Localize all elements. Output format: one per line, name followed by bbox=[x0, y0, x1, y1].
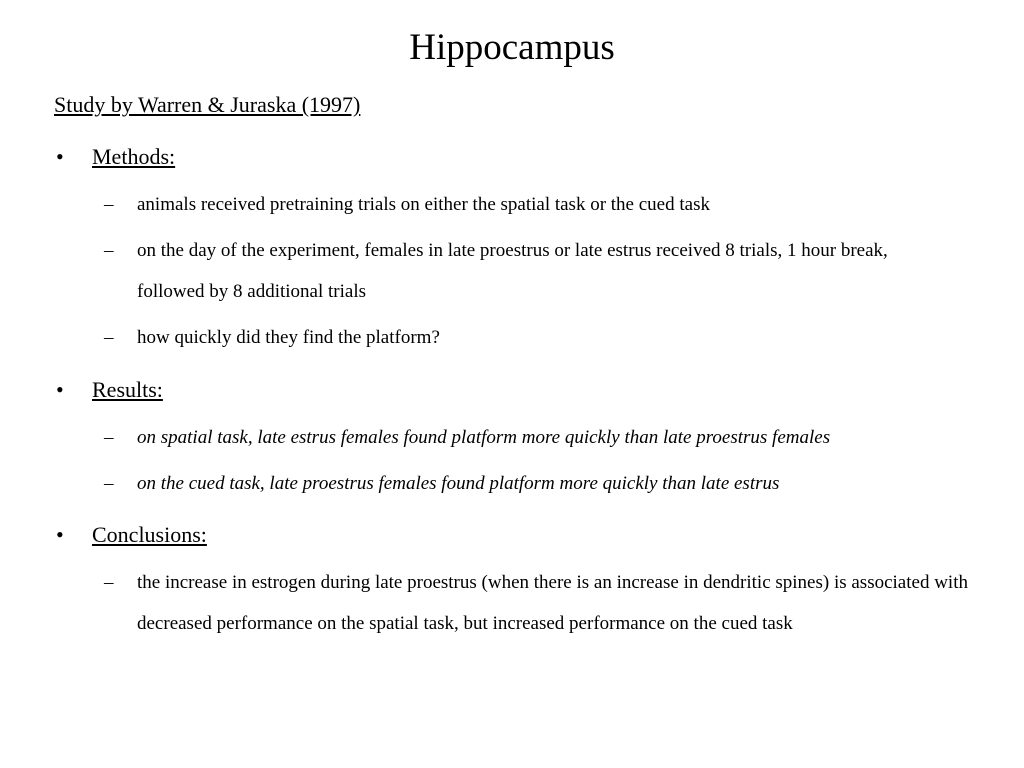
dash-icon: – bbox=[104, 473, 114, 494]
bullet-icon: • bbox=[56, 144, 64, 169]
section-heading-methods: Methods: bbox=[92, 144, 176, 169]
results-item-2: on the cued task, late proestrus females found platform more quickly than late estrus bbox=[137, 473, 780, 494]
methods-item-1: animals received pretraining trials on either the spatial task or the cued task bbox=[137, 194, 710, 215]
dash-icon: – bbox=[104, 327, 114, 348]
results-item-1: on spatial task, late estrus females found platform more quickly than late proestrus females bbox=[137, 427, 831, 448]
section-heading-conclusions: Conclusions: bbox=[92, 522, 207, 547]
dash-icon: – bbox=[104, 194, 114, 215]
bullet-icon: • bbox=[56, 377, 64, 402]
bullet-icon: • bbox=[56, 522, 64, 547]
methods-item-3: how quickly did they find the platform? bbox=[137, 327, 440, 348]
dash-icon: – bbox=[104, 240, 114, 261]
dash-icon: – bbox=[104, 572, 114, 593]
dash-icon: – bbox=[104, 427, 114, 448]
conclusions-item-1: the increase in estrogen during late proestrus (when there is an increase in dendritic spines) is associated with decreased performance on the spatial task, but increased performance on the cued task bbox=[137, 572, 968, 634]
methods-item-2: on the day of the experiment, females in late proestrus or late estrus received 8 trials, 1 hour break, followed by 8 additional trials bbox=[137, 240, 888, 302]
section-heading-results: Results: bbox=[92, 377, 163, 402]
study-heading: Study by Warren & Juraska (1997) bbox=[54, 92, 361, 117]
slide-title: Hippocampus bbox=[409, 27, 615, 68]
